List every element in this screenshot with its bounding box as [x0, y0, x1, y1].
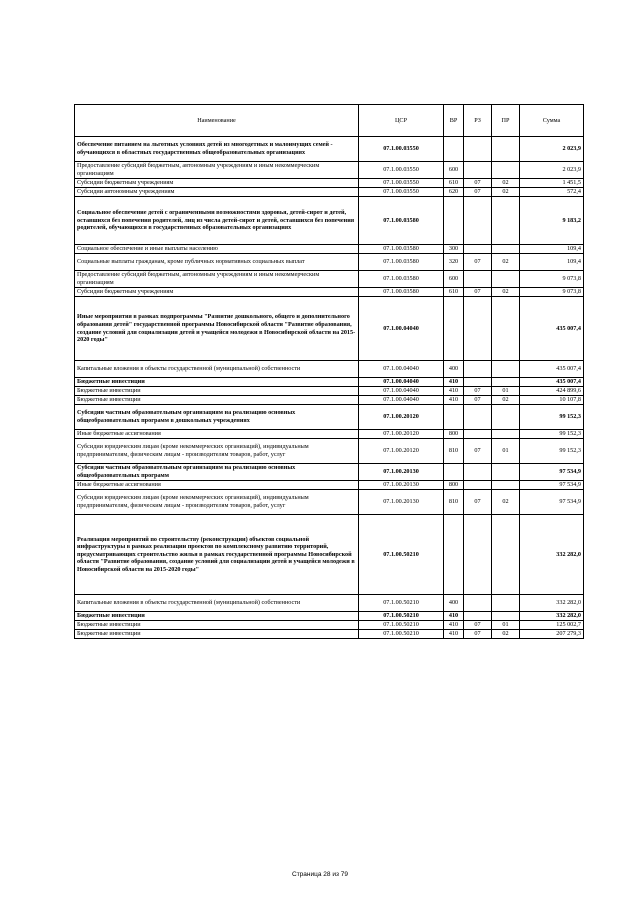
- row-pr-cell: [492, 612, 520, 621]
- row-vr-cell: [444, 137, 464, 162]
- row-csr-cell: 07.1.00.03580: [359, 288, 444, 297]
- row-name-cell: Социальные выплаты гражданам, кроме публичных нормативных социальных выплат: [75, 254, 359, 271]
- row-csr-cell: 07.1.00.04040: [359, 396, 444, 405]
- row-vr-cell: 300: [444, 245, 464, 254]
- row-pr-cell: [492, 271, 520, 288]
- header-sum: Сумма: [520, 105, 584, 137]
- header-name: Наименование: [75, 105, 359, 137]
- row-vr-cell: [444, 197, 464, 245]
- row-rz-cell: [464, 137, 492, 162]
- row-rz-cell: 07: [464, 630, 492, 639]
- row-pr-cell: [492, 297, 520, 361]
- table-row: [75, 405, 584, 430]
- table-row: [75, 188, 584, 197]
- row-rz-cell: 07: [464, 396, 492, 405]
- row-csr-cell: 07.1.00.03550: [359, 137, 444, 162]
- row-rz-cell: 07: [464, 179, 492, 188]
- row-rz-cell: 07: [464, 621, 492, 630]
- row-sum-cell: 435 007,4: [520, 297, 584, 361]
- row-pr-cell: 02: [492, 254, 520, 271]
- row-pr-cell: 02: [492, 630, 520, 639]
- row-rz-cell: 07: [464, 490, 492, 515]
- row-pr-cell: 01: [492, 439, 520, 464]
- row-sum-cell: 2 023,9: [520, 137, 584, 162]
- row-pr-cell: [492, 197, 520, 245]
- header-rz: РЗ: [464, 105, 492, 137]
- table-row: [75, 288, 584, 297]
- budget-table: [74, 104, 584, 639]
- table-row: [75, 137, 584, 162]
- row-vr-cell: 800: [444, 481, 464, 490]
- row-csr-cell: 07.1.00.04040: [359, 378, 444, 387]
- row-vr-cell: 810: [444, 439, 464, 464]
- row-vr-cell: 410: [444, 612, 464, 621]
- row-csr-cell: 07.1.00.04040: [359, 297, 444, 361]
- row-pr-cell: [492, 245, 520, 254]
- table-row: [75, 430, 584, 439]
- row-name-cell: Капитальные вложения в объекты государственной (муниципальной) собственности: [75, 361, 359, 378]
- table-row: [75, 396, 584, 405]
- row-vr-cell: 410: [444, 630, 464, 639]
- row-name-cell: Бюджетные инвестиции: [75, 621, 359, 630]
- table-row: [75, 245, 584, 254]
- row-sum-cell: 109,4: [520, 245, 584, 254]
- row-sum-cell: 9 073,8: [520, 271, 584, 288]
- row-csr-cell: 07.1.00.20130: [359, 481, 444, 490]
- row-vr-cell: 610: [444, 179, 464, 188]
- table-row: [75, 162, 584, 179]
- row-csr-cell: 07.1.00.04040: [359, 361, 444, 378]
- row-csr-cell: 07.1.00.03580: [359, 197, 444, 245]
- row-pr-cell: 02: [492, 188, 520, 197]
- row-sum-cell: 332 282,0: [520, 595, 584, 612]
- row-csr-cell: 07.1.00.03550: [359, 162, 444, 179]
- row-pr-cell: 02: [492, 396, 520, 405]
- row-vr-cell: [444, 464, 464, 481]
- row-vr-cell: 810: [444, 490, 464, 515]
- row-csr-cell: 07.1.00.03550: [359, 188, 444, 197]
- table-row: [75, 271, 584, 288]
- table-row: [75, 612, 584, 621]
- row-sum-cell: 10 107,8: [520, 396, 584, 405]
- row-rz-cell: [464, 245, 492, 254]
- row-pr-cell: [492, 405, 520, 430]
- row-vr-cell: 410: [444, 387, 464, 396]
- row-csr-cell: 07.1.00.03580: [359, 254, 444, 271]
- row-sum-cell: 332 282,0: [520, 515, 584, 595]
- row-sum-cell: 572,4: [520, 188, 584, 197]
- table-row: [75, 490, 584, 515]
- row-rz-cell: 07: [464, 254, 492, 271]
- row-rz-cell: [464, 361, 492, 378]
- row-csr-cell: 07.1.00.20130: [359, 464, 444, 481]
- row-sum-cell: 435 007,4: [520, 378, 584, 387]
- row-sum-cell: 9 073,8: [520, 288, 584, 297]
- page-number: Страница 28 из 79: [292, 871, 348, 878]
- row-name-cell: Субсидии бюджетным учреждениям: [75, 288, 359, 297]
- row-name-cell: Субсидии автономным учреждениям: [75, 188, 359, 197]
- row-pr-cell: [492, 481, 520, 490]
- row-csr-cell: 07.1.00.20120: [359, 405, 444, 430]
- row-rz-cell: [464, 297, 492, 361]
- table-row: [75, 387, 584, 396]
- row-name-cell: Обеспечение питанием на льготных условиях детей из многодетных и малоимущих семей - обучающихся в областных государственных общеобразовательных организациях: [75, 137, 359, 162]
- row-name-cell: Субсидии частным образовательным организациям на реализацию основных общеобразовательных программ: [75, 464, 359, 481]
- row-rz-cell: [464, 378, 492, 387]
- row-name-cell: Иные бюджетные ассигнования: [75, 430, 359, 439]
- row-sum-cell: 1 451,5: [520, 179, 584, 188]
- row-csr-cell: 07.1.00.03550: [359, 179, 444, 188]
- row-name-cell: Социальное обеспечение и иные выплаты населению: [75, 245, 359, 254]
- row-vr-cell: [444, 297, 464, 361]
- row-name-cell: Субсидии юридическим лицам (кроме некоммерческих организаций), индивидуальным предпринимателям, физическим лицам - производителям товаров, работ, услуг: [75, 490, 359, 515]
- row-name-cell: Предоставление субсидий бюджетным, автономным учреждениям и иным некоммерческим организациям: [75, 162, 359, 179]
- header-pr: ПР: [492, 105, 520, 137]
- row-pr-cell: [492, 378, 520, 387]
- row-rz-cell: [464, 405, 492, 430]
- row-pr-cell: [492, 430, 520, 439]
- row-name-cell: Субсидии юридическим лицам (кроме некоммерческих организаций), индивидуальным предпринимателям, физическим лицам - производителям товаров, работ, услуг: [75, 439, 359, 464]
- row-vr-cell: 400: [444, 595, 464, 612]
- row-csr-cell: 07.1.00.50210: [359, 630, 444, 639]
- row-pr-cell: [492, 162, 520, 179]
- table-row: [75, 515, 584, 595]
- row-pr-cell: 01: [492, 387, 520, 396]
- row-vr-cell: 320: [444, 254, 464, 271]
- table-row: [75, 197, 584, 245]
- row-name-cell: Иные мероприятия в рамках подпрограммы "Развитие дошкольного, общего и дополнительного образования детей" государственной программы Новосибирской области "Развитие образования, создание условий для социализации детей и учащейся молодежи в Новосибирской области на 2015-2020 годы": [75, 297, 359, 361]
- row-vr-cell: 620: [444, 188, 464, 197]
- row-sum-cell: 2 023,9: [520, 162, 584, 179]
- row-name-cell: Бюджетные инвестиции: [75, 612, 359, 621]
- row-vr-cell: 610: [444, 288, 464, 297]
- row-vr-cell: 400: [444, 361, 464, 378]
- row-vr-cell: [444, 405, 464, 430]
- table-row: [75, 378, 584, 387]
- table-row: [75, 439, 584, 464]
- table-row: [75, 481, 584, 490]
- row-rz-cell: [464, 464, 492, 481]
- row-csr-cell: 07.1.00.50210: [359, 621, 444, 630]
- table-body: [75, 137, 584, 639]
- row-name-cell: Бюджетные инвестиции: [75, 396, 359, 405]
- table-header-row: [75, 105, 584, 137]
- row-rz-cell: [464, 430, 492, 439]
- row-pr-cell: [492, 595, 520, 612]
- table-row: [75, 179, 584, 188]
- table-row: [75, 630, 584, 639]
- row-rz-cell: [464, 271, 492, 288]
- row-rz-cell: [464, 595, 492, 612]
- row-name-cell: Бюджетные инвестиции: [75, 387, 359, 396]
- row-pr-cell: [492, 464, 520, 481]
- row-rz-cell: 07: [464, 439, 492, 464]
- row-csr-cell: 07.1.00.50210: [359, 595, 444, 612]
- row-sum-cell: 99 152,3: [520, 439, 584, 464]
- row-pr-cell: [492, 137, 520, 162]
- row-rz-cell: 07: [464, 387, 492, 396]
- row-sum-cell: 435 007,4: [520, 361, 584, 378]
- row-pr-cell: 02: [492, 179, 520, 188]
- row-rz-cell: [464, 481, 492, 490]
- row-rz-cell: [464, 162, 492, 179]
- row-name-cell: Предоставление субсидий бюджетным, автономным учреждениям и иным некоммерческим организациям: [75, 271, 359, 288]
- row-rz-cell: 07: [464, 188, 492, 197]
- table-row: [75, 297, 584, 361]
- row-csr-cell: 07.1.00.50210: [359, 612, 444, 621]
- row-name-cell: Реализация мероприятий по строительству (реконструкции) объектов социальной инфраструктуры в рамках реализации проектов по комплексному развитию территорий, предусматривающих строительство жилья в рамках государственной программы Новосибирской области "Развитие образования, создание условий для социализации детей и учащейся молодежи в Новосибирской области на 2015-2020 годы": [75, 515, 359, 595]
- row-pr-cell: [492, 515, 520, 595]
- header-vr: ВР: [444, 105, 464, 137]
- row-vr-cell: 600: [444, 271, 464, 288]
- row-vr-cell: 410: [444, 621, 464, 630]
- row-vr-cell: [444, 515, 464, 595]
- table-row: [75, 595, 584, 612]
- row-name-cell: Субсидии частным образовательным организациям на реализацию основных общеобразовательных программ в дошкольных учреждениях: [75, 405, 359, 430]
- row-sum-cell: 207 279,3: [520, 630, 584, 639]
- row-rz-cell: [464, 197, 492, 245]
- row-name-cell: Социальное обеспечение детей с ограниченными возможностями здоровья, детей-сирот и детей, оставшихся без попечения родителей, лиц из числа детей-сирот и детей, оставшихся без попечения родителей, обучающихся в государственных образовательных организациях: [75, 197, 359, 245]
- row-sum-cell: 97 534,9: [520, 490, 584, 515]
- table-row: [75, 254, 584, 271]
- row-sum-cell: 99 152,3: [520, 430, 584, 439]
- row-pr-cell: [492, 361, 520, 378]
- row-csr-cell: 07.1.00.20120: [359, 430, 444, 439]
- row-vr-cell: 410: [444, 396, 464, 405]
- row-pr-cell: 01: [492, 621, 520, 630]
- row-csr-cell: 07.1.00.50210: [359, 515, 444, 595]
- row-name-cell: Иные бюджетные ассигнования: [75, 481, 359, 490]
- header-csr: ЦСР: [359, 105, 444, 137]
- row-sum-cell: 125 002,7: [520, 621, 584, 630]
- row-sum-cell: 97 534,9: [520, 464, 584, 481]
- row-sum-cell: 9 183,2: [520, 197, 584, 245]
- row-vr-cell: 600: [444, 162, 464, 179]
- row-sum-cell: 97 534,9: [520, 481, 584, 490]
- row-csr-cell: 07.1.00.03580: [359, 245, 444, 254]
- row-sum-cell: 332 282,0: [520, 612, 584, 621]
- row-sum-cell: 99 152,3: [520, 405, 584, 430]
- row-rz-cell: [464, 612, 492, 621]
- row-csr-cell: 07.1.00.03580: [359, 271, 444, 288]
- row-rz-cell: [464, 515, 492, 595]
- row-csr-cell: 07.1.00.20120: [359, 439, 444, 464]
- row-vr-cell: 800: [444, 430, 464, 439]
- row-pr-cell: 02: [492, 288, 520, 297]
- row-sum-cell: 424 899,6: [520, 387, 584, 396]
- row-csr-cell: 07.1.00.20130: [359, 490, 444, 515]
- row-name-cell: Бюджетные инвестиции: [75, 630, 359, 639]
- row-pr-cell: 02: [492, 490, 520, 515]
- row-vr-cell: 410: [444, 378, 464, 387]
- row-sum-cell: 109,4: [520, 254, 584, 271]
- row-csr-cell: 07.1.00.04040: [359, 387, 444, 396]
- table-row: [75, 464, 584, 481]
- row-name-cell: Субсидии бюджетным учреждениям: [75, 179, 359, 188]
- row-name-cell: Капитальные вложения в объекты государственной (муниципальной) собственности: [75, 595, 359, 612]
- row-rz-cell: 07: [464, 288, 492, 297]
- table-row: [75, 361, 584, 378]
- table-row: [75, 621, 584, 630]
- row-name-cell: Бюджетные инвестиции: [75, 378, 359, 387]
